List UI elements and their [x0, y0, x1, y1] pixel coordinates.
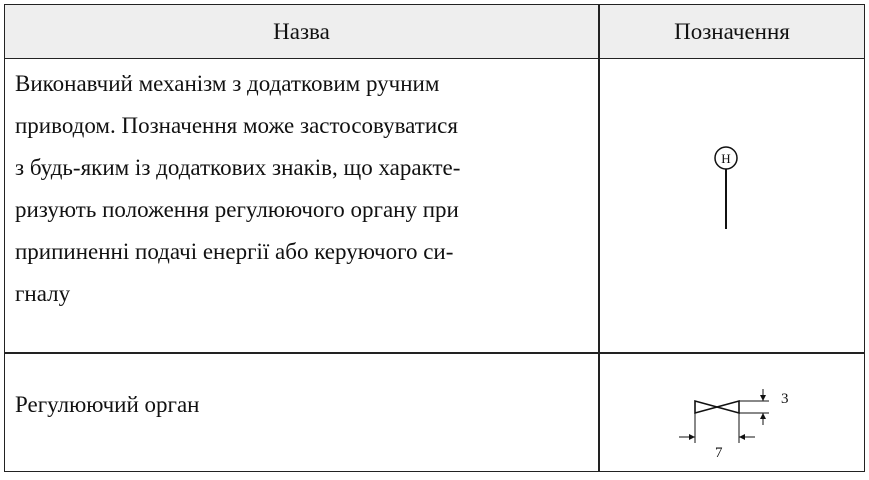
- dim-height-label: 3: [781, 391, 789, 407]
- header-name: Назва: [273, 19, 330, 44]
- row-1-name-line: з будь-яким із додаткових знаків, що характе-: [15, 155, 461, 180]
- header-symbol: Позначення: [674, 19, 790, 44]
- row-1-name-line: припиненні подачі енергії або керуючого си-: [15, 239, 454, 264]
- row-1-name-line: гналу: [15, 281, 71, 306]
- row-1-name: [15, 63, 590, 315]
- row-2-name: Регулюючий орган: [15, 392, 200, 417]
- row-divider: [5, 352, 864, 354]
- row-1-name-line: приводом. Позначення може застосовуватися: [15, 113, 458, 138]
- column-divider: [598, 5, 600, 471]
- dim-width-label: 7: [715, 445, 723, 461]
- row-1-name-line: ризують положення регулюючого органу при: [15, 197, 459, 222]
- symbols-table: [4, 4, 865, 472]
- row-1-name-line: Виконавчий механізм з додатковим ручним: [15, 71, 440, 96]
- actuator-manual-drive-icon: [709, 143, 743, 233]
- actuator-letter: Н: [721, 151, 731, 166]
- regulating-valve-icon: [677, 385, 797, 465]
